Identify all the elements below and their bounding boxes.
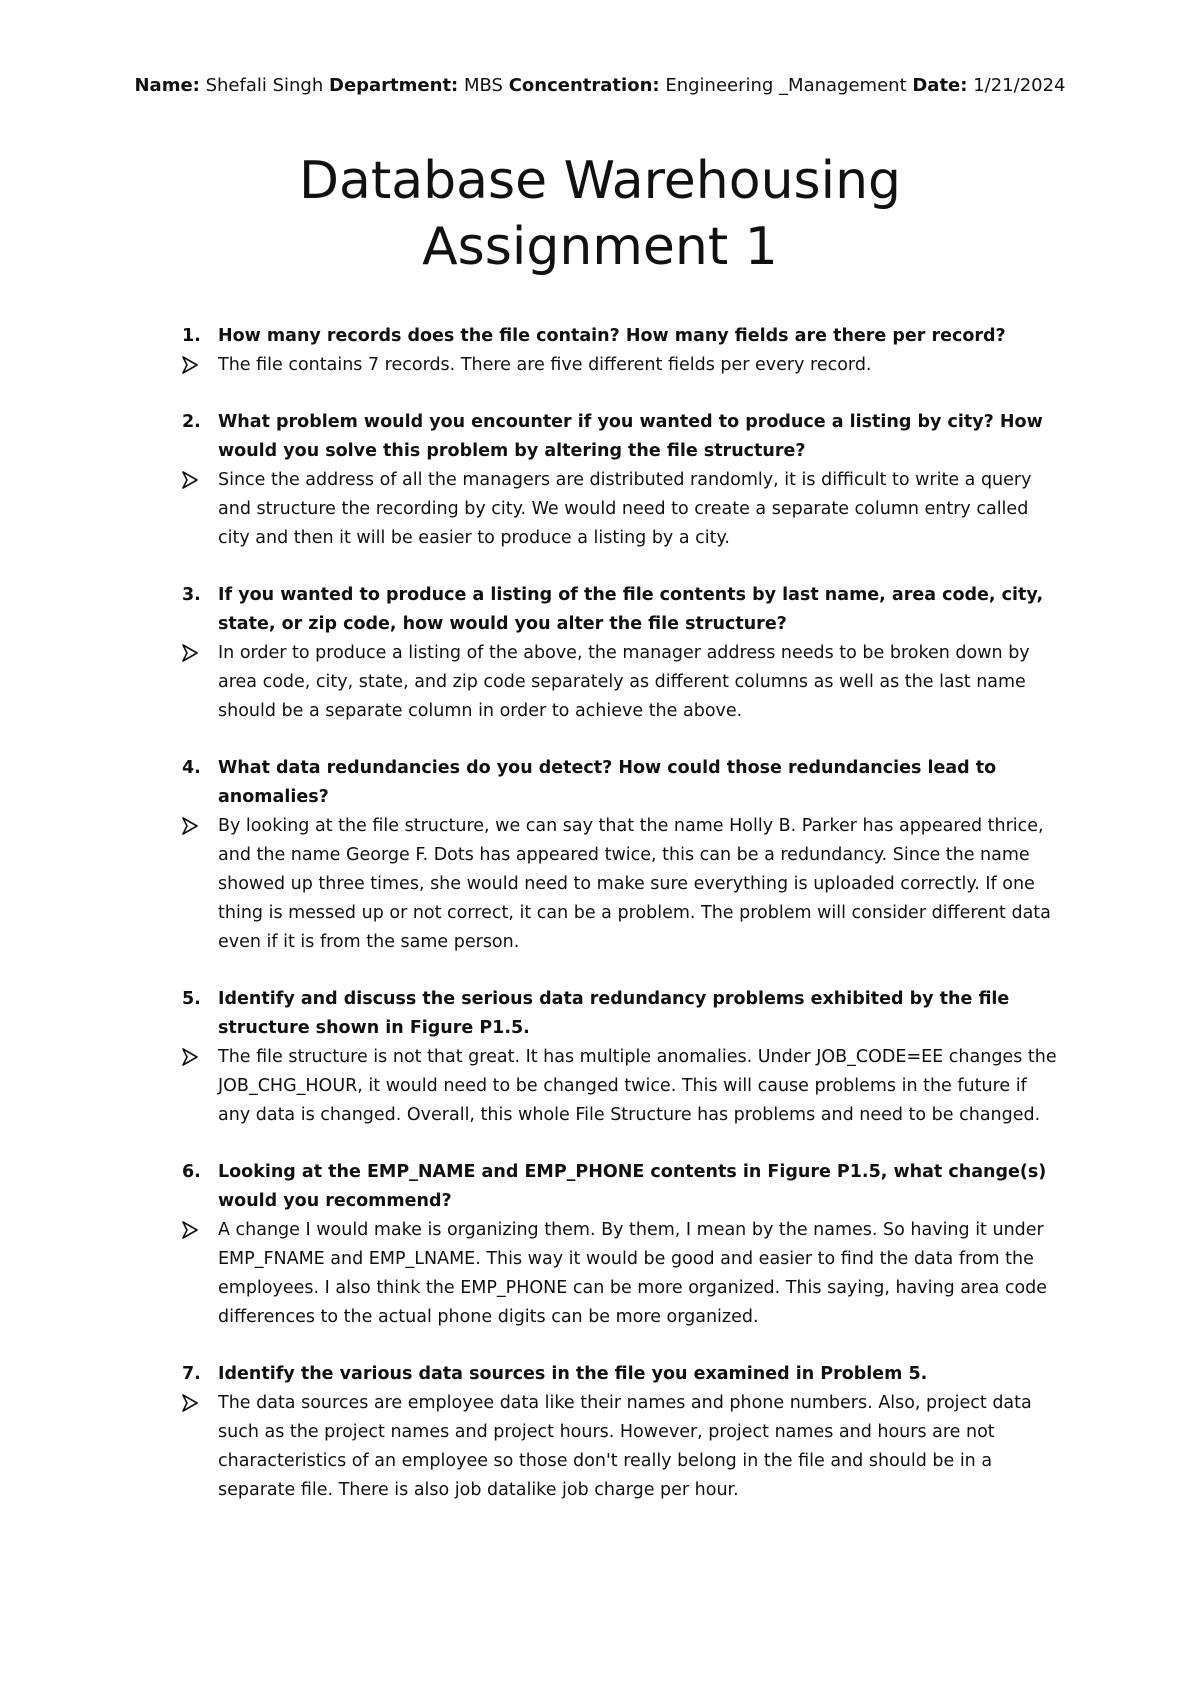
name-label: Name: [134, 75, 200, 96]
concentration-label: Concentration: [508, 75, 660, 96]
question-row [0, 408, 1200, 466]
question-number: 5. [182, 989, 201, 1009]
answer-text: In order to produce a listing of the above, the manager address needs to be broken down by area code, city, state, and zip code separately as different columns as well as the last name should be a separate column in order to achieve the above. [218, 643, 1030, 721]
answer-row [0, 1389, 1200, 1505]
arrowhead-bullet-icon [182, 356, 198, 374]
date-label: Date: [912, 75, 968, 96]
answer-row [0, 812, 1200, 957]
answer-row [0, 639, 1200, 726]
answer-row [0, 466, 1200, 553]
concentration-value: Engineering _Management [665, 75, 907, 96]
answer-text: The file contains 7 records. There are five different fields per every record. [218, 355, 872, 375]
question-number: 6. [182, 1162, 201, 1182]
answer-row [0, 1043, 1200, 1130]
date-value: 1/21/2024 [973, 75, 1066, 96]
answer-text: The file structure is not that great. It has multiple anomalies. Under JOB_CODE=EE changes the JOB_CHG_HOUR, it would need to be changed twice. This will cause problems in the future if any data is changed. Overall, this whole File Structure has problems and need to be changed. [218, 1047, 1057, 1125]
question-item [0, 754, 1200, 957]
question-text: Identify and discuss the serious data redundancy problems exhibited by the file structure shown in Figure P1.5. [218, 989, 1010, 1038]
arrowhead-bullet-icon [182, 644, 198, 662]
department-value: MBS [463, 75, 503, 96]
question-list [0, 322, 1200, 1533]
arrowhead-bullet-icon [182, 471, 198, 489]
question-text: Looking at the EMP_NAME and EMP_PHONE contents in Figure P1.5, what change(s) would you recommend? [218, 1162, 1047, 1211]
question-number: 1. [182, 326, 201, 346]
arrowhead-bullet-icon [182, 1221, 198, 1239]
header-info [0, 74, 1200, 98]
question-row [0, 322, 1200, 351]
question-text: How many records does the file contain? How many fields are there per record? [218, 326, 1006, 346]
question-item [0, 1360, 1200, 1505]
arrowhead-bullet-icon [182, 1048, 198, 1066]
question-text: What problem would you encounter if you wanted to produce a listing by city? How would you solve this problem by altering the file structure? [218, 412, 1043, 461]
department-label: Department: [329, 75, 459, 96]
question-item [0, 581, 1200, 726]
question-text: If you wanted to produce a listing of the file contents by last name, area code, city, state, or zip code, how would you alter the file structure? [218, 585, 1044, 634]
question-item [0, 1158, 1200, 1332]
question-number: 7. [182, 1364, 201, 1384]
question-item [0, 322, 1200, 380]
question-number: 2. [182, 412, 201, 432]
arrowhead-bullet-icon [182, 817, 198, 835]
question-row [0, 1360, 1200, 1389]
page-title [0, 148, 1200, 280]
question-row [0, 754, 1200, 812]
answer-row [0, 1216, 1200, 1332]
arrowhead-bullet-icon [182, 1394, 198, 1412]
question-row [0, 985, 1200, 1043]
name-value: Shefali Singh [205, 75, 324, 96]
question-number: 4. [182, 758, 201, 778]
answer-text: By looking at the file structure, we can say that the name Holly B. Parker has appeared thrice, and the name George F. Dots has appeared twice, this can be a redundancy. Since the name showed up three times, she would need to make sure everything is uploaded correctly. If one thing is messed up or not correct, it can be a problem. The problem will consider different data even if it is from the same person. [218, 816, 1051, 952]
title-line-2: Assignment 1 [422, 217, 778, 277]
question-number: 3. [182, 585, 201, 605]
question-item [0, 408, 1200, 553]
question-item [0, 985, 1200, 1130]
question-row [0, 581, 1200, 639]
answer-row [0, 351, 1200, 380]
answer-text: Since the address of all the managers are distributed randomly, it is difficult to write a query and structure the recording by city. We would need to create a separate column entry called city and then it will be easier to produce a listing by a city. [218, 470, 1032, 548]
answer-text: The data sources are employee data like their names and phone numbers. Also, project data such as the project names and project hours. However, project names and hours are not characteristics of an employee so those don't really belong in the file and should be in a separate file. There is also job datalike job charge per hour. [218, 1393, 1032, 1500]
question-text: Identify the various data sources in the file you examined in Problem 5. [218, 1364, 928, 1384]
question-text: What data redundancies do you detect? How could those redundancies lead to anomalies? [218, 758, 997, 807]
answer-text: A change I would make is organizing them. By them, I mean by the names. So having it under EMP_FNAME and EMP_LNAME. This way it would be good and easier to find the data from the employees. I also think the EMP_PHONE can be more organized. This saying, having area code differences to the actual phone digits can be more organized. [218, 1220, 1048, 1327]
title-line-1: Database Warehousing [298, 151, 902, 211]
question-row [0, 1158, 1200, 1216]
